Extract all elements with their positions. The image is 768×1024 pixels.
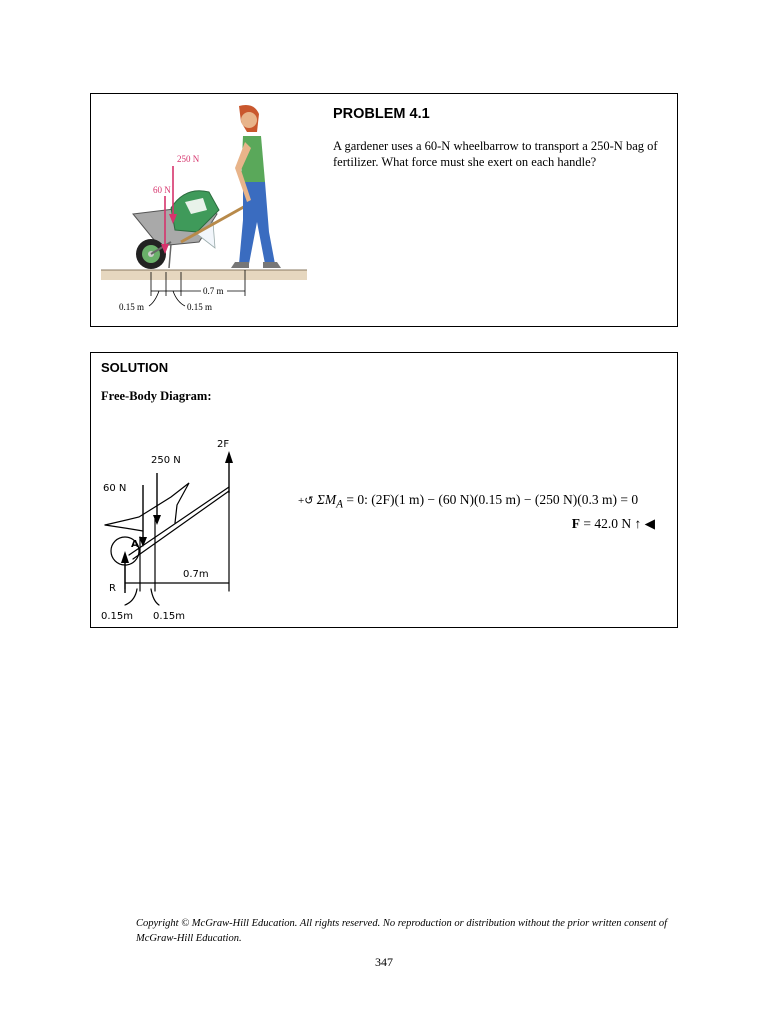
solution-title: SOLUTION: [101, 360, 169, 375]
fbd-label-0.15m-left: 0.15m: [101, 611, 134, 622]
dim-0.15m-left: 0.15 m: [119, 302, 145, 312]
fbd-label-0.7m: 0.7m: [183, 569, 209, 580]
wheelbarrow-figure: [99, 102, 319, 327]
fbd-label-60n: 60 N: [103, 483, 127, 494]
free-body-diagram: [99, 433, 259, 623]
answer-symbol: F: [571, 516, 580, 531]
fbd-label-r: R: [109, 583, 116, 594]
problem-box: [90, 93, 678, 327]
fbd-label-0.15m-mid: 0.15m: [153, 611, 186, 622]
answer: [572, 516, 655, 532]
page-number: 347: [375, 955, 393, 969]
fbd-label-a: A: [131, 539, 139, 550]
dim-0.7m: 0.7 m: [203, 286, 224, 296]
moment-equation: [298, 492, 638, 511]
moment-sign-icon: +↺: [298, 495, 314, 507]
copyright-footer: Copyright © McGraw-Hill Education. All rights reserved. No reproduction or distribution without the prior written consent of McGraw-Hill Education.: [136, 918, 668, 944]
dim-0.15m-mid: 0.15 m: [187, 302, 213, 312]
solution-box: [90, 352, 678, 628]
moment-symbol: ΣM: [316, 492, 337, 507]
arrow-up-icon: ↑: [634, 516, 642, 531]
fbd-label-2f: 2F: [217, 439, 230, 450]
fbd-label: Free-Body Diagram:: [101, 389, 212, 403]
moment-subscript: A: [336, 498, 343, 511]
answer-value: = 42.0 N: [579, 516, 632, 531]
ground: [101, 270, 307, 280]
label-60n: 60 N: [153, 185, 171, 195]
problem-title: PROBLEM 4.1: [333, 106, 430, 122]
problem-statement: A gardener uses a 60-N wheelbarrow to transport a 250-N bag of fertilizer. What force must she exert on each handle?: [333, 139, 658, 169]
label-250n: 250 N: [177, 154, 200, 164]
fbd-label-250n: 250 N: [151, 455, 181, 466]
gardener: [231, 105, 281, 268]
moment-body: = 0: (2F)(1 m) − (60 N)(0.15 m) − (250 N)(0.3 m) = 0: [342, 492, 639, 507]
answer-marker-icon: ◀: [644, 516, 655, 531]
